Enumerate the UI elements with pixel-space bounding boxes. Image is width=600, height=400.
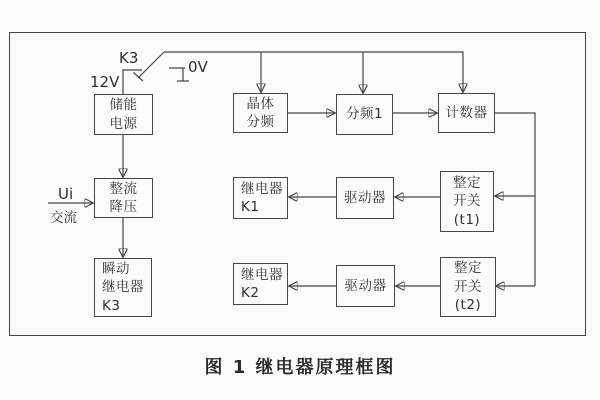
wire-top-rail (164, 52, 463, 92)
label-12v: 12V (90, 73, 120, 91)
label-ac: 交流 (50, 210, 77, 226)
block-counter: 计数器 (438, 93, 495, 133)
block-driver2: 驱动器 (336, 265, 395, 307)
switch-blade (138, 52, 164, 78)
block-driver1: 驱动器 (336, 177, 394, 219)
block-setting-switch-t2: 整定 开关 (t2) (440, 257, 496, 317)
block-instant-relay-k3: 瞬动 继电器 K3 (94, 258, 152, 317)
block-storage-power: 储能 电源 (94, 94, 153, 135)
figure-caption: 图 1 继电器原理框图 (204, 357, 396, 378)
label-ui: Ui (58, 185, 74, 203)
block-crystal-divider: 晶体 分频 (233, 93, 288, 133)
block-relay-k2: 继电器 K2 (233, 263, 288, 305)
zero-volt-symbol (169, 68, 189, 81)
wire-12v-stub (123, 70, 142, 94)
label-k3-switch: K3 (119, 49, 139, 67)
block-divider1: 分频1 (336, 94, 393, 135)
block-setting-switch-t1: 整定 开关 (t1) (440, 171, 494, 232)
wire-counter-loop (495, 113, 535, 286)
label-0v: 0V (188, 58, 208, 76)
block-relay-k1: 继电器 K1 (233, 177, 288, 219)
block-rectifier: 整流 降压 (94, 178, 153, 218)
